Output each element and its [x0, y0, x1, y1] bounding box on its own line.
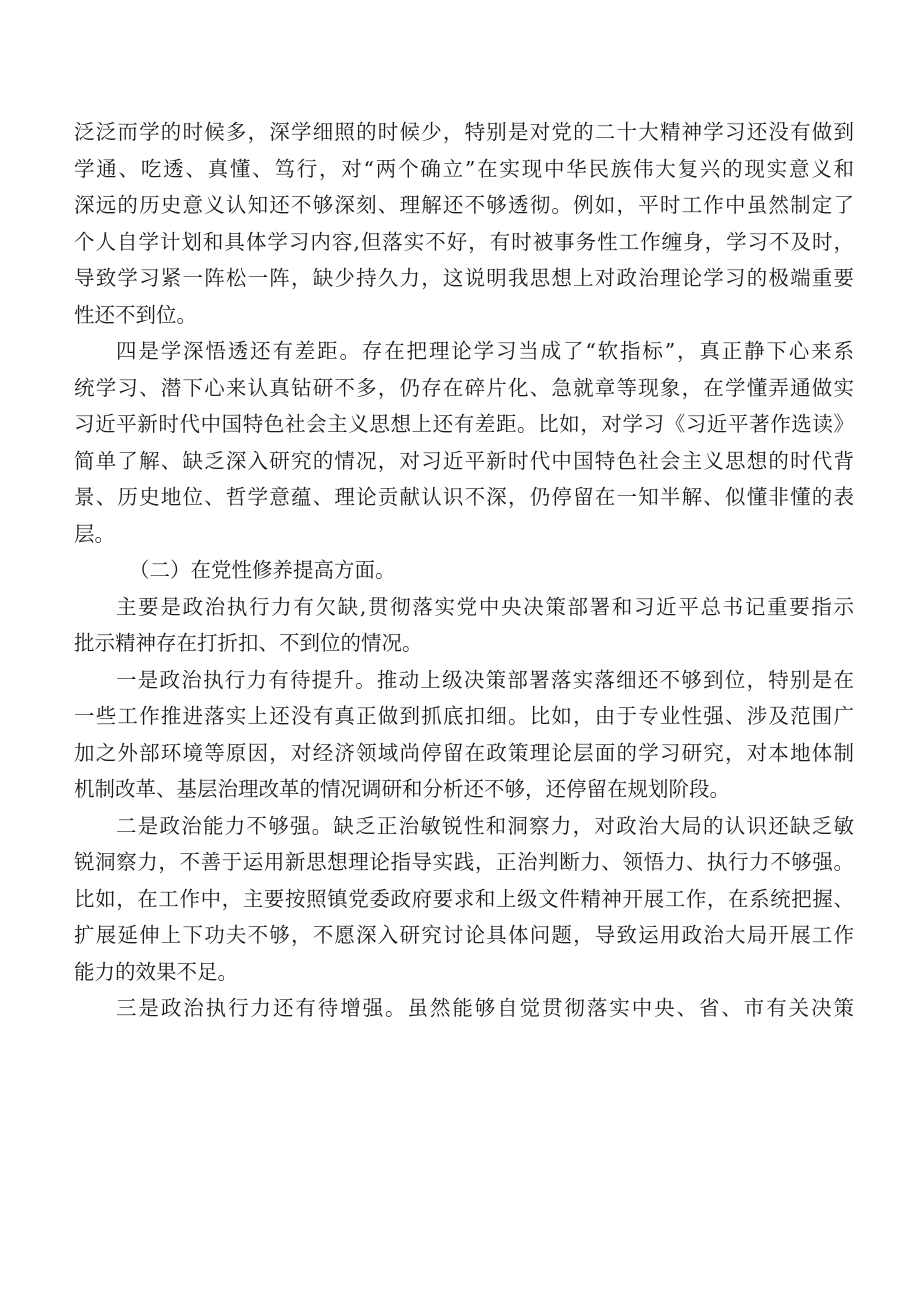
text-line: 一是政治执行力有待提升。推动上级决策部署落实落细还不够到位，特别是在: [116, 667, 854, 692]
text-line: 主要是政治执行力有欠缺,贯彻落实党中央决策部署和习近平总书记重要指示: [116, 594, 854, 619]
text-line: 简单了解、缺乏深入研究的情况，对习近平新时代中国特色社会主义思想的时代背: [74, 448, 854, 473]
text-line: 二是政治能力不够强。缺乏正治敏锐性和洞察力，对政治大局的认识还缺乏敏: [116, 813, 854, 838]
text-line: 学通、吃透、真懂、笃行，对“两个确立”在实现中华民族伟大复兴的现实意义和: [74, 156, 854, 181]
paragraph-6: [74, 808, 854, 991]
paragraph-4: [74, 589, 854, 662]
paragraph-1: [74, 114, 854, 333]
text-line: 深远的历史意义认知还不够深刻、理解还不够透彻。例如，平时工作中虽然制定了: [74, 193, 854, 217]
paragraph-5: [74, 662, 854, 808]
text-line: 个人自学计划和具体学习内容,但落实不好，有时被事务性工作缠身，学习不及时，: [74, 229, 854, 254]
text-line: 层。: [74, 521, 115, 546]
paragraph-7: [74, 990, 854, 1027]
section-heading: [74, 552, 854, 589]
text-line: 加之外部环境等原因，对经济领域尚停留在政策理论层面的学习研究，对本地体制: [74, 740, 854, 765]
text-line: 习近平新时代中国特色社会主义思想上还有差距。比如，对学习《习近平著作选读》: [74, 412, 854, 436]
text-line: 性还不到位。: [74, 302, 197, 327]
text-line: 导致学习紧一阵松一阵，缺少持久力，这说明我思想上对政治理论学习的极端重要: [74, 266, 854, 290]
text-line: 四是学深悟透还有差距。存在把理论学习当成了“软指标”，真正静下心来系: [116, 339, 854, 363]
text-line: 三是政治执行力还有待增强。虽然能够自觉贯彻落实中央、省、市有关决策: [116, 996, 854, 1020]
text-line: 机制改革、基层治理改革的情况调研和分析还不够，还停留在规划阶段。: [74, 777, 730, 801]
text-line: 景、历史地位、哲学意蕴、理论贡献认识不深，仍停留在一知半解、似懂非懂的表: [74, 485, 854, 509]
document-page: [74, 114, 854, 1027]
text-line: 扩展延伸上下功夫不够，不愿深入研究讨论具体问题，导致运用政治大局开展工作: [74, 923, 854, 947]
heading-line: （二）在党性修养提高方面。: [129, 558, 396, 582]
text-line: 锐洞察力，不善于运用新思想理论指导实践，正治判断力、领悟力、执行力不够强。: [74, 850, 854, 874]
text-line: 比如，在工作中，主要按照镇党委政府要求和上级文件精神开展工作，在系统把握、: [74, 886, 854, 911]
text-line: 泛泛而学的时候多，深学细照的时候少，特别是对党的二十大精神学习还没有做到: [74, 120, 854, 144]
text-line: 一些工作推进落实上还没有真正做到抓底扣细。比如，由于专业性强、涉及范围广: [74, 704, 854, 728]
paragraph-2: [74, 333, 854, 552]
text-line: 批示精神存在打折扣、不到位的情况。: [74, 631, 423, 655]
text-line: 能力的效果不足。: [74, 959, 238, 984]
text-line: 统学习、潜下心来认真钻研不多，仍存在碎片化、急就章等现象，在学懂弄通做实: [74, 375, 854, 400]
